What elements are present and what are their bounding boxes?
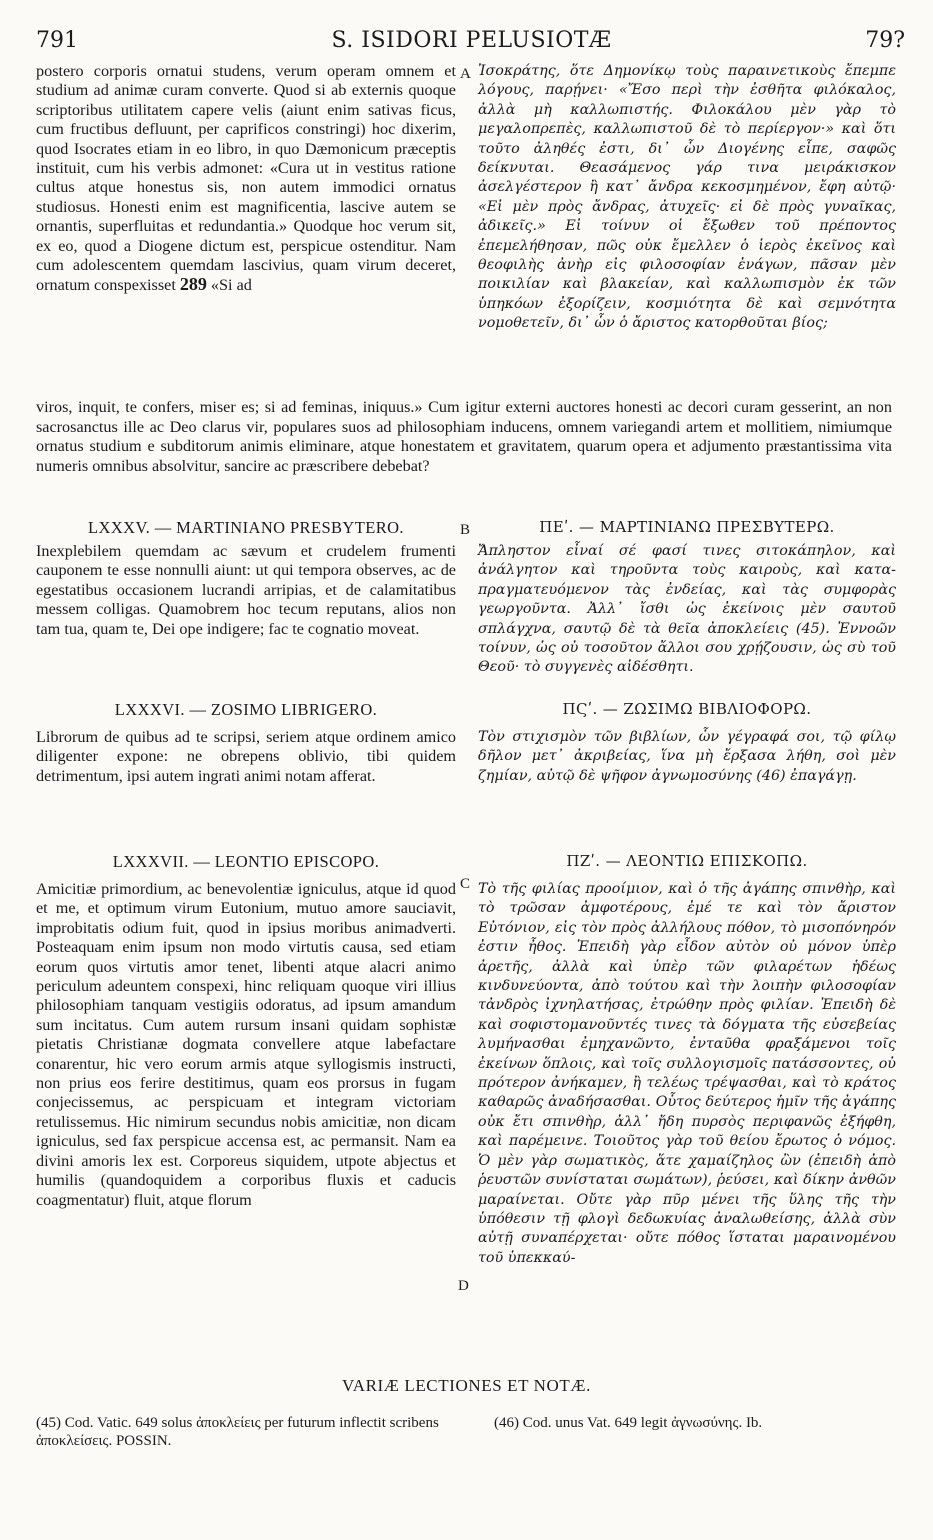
letter-86-greek <box>478 728 896 786</box>
page-header <box>30 28 913 60</box>
note-45: (45) Cod. Vatic. 649 solus ἀποκλείεις per futurum inflectit scribens ἀποκλείσεις. POSSIN. <box>36 1415 439 1449</box>
letter-87-latin-heading: LXXXVII. — LEONTIO EPISCOPO. <box>112 852 380 871</box>
letter-85-greek-text: Ἄπληστον εἶναί σέ φασί τινες σιτοκάπηλον, καὶ ἀνάλγητον καὶ τηροῦντα τοὺς καιροὺς, καὶ καταπραγματευόμενον τὰς ἐνδείας, καὶ τὰς συμφορὰς γεωργοῦντα. Ἀλλ᾽ ἴσθι ὡς ἐκείνοις μὲν σαυτοῦ σπλάγχνα, σαυτῷ δὲ τὰ θεῖα ἀποκλείεις (45). Ἐννοῶν τοίνυν, ὡς οὐ τοσοῦτον ἄλλοι σου χρῄζουσιν, ὡς σὺ τοῦ Θεοῦ· τὸ συγγενὲς αἰδέσθητι. <box>478 543 896 676</box>
top-latin-text: postero corporis ornatui studens, verum operam omnem et studium ad animæ curam converte. Quod si ab externis quoque scriptoribus utilitatem capere velis (aiunt enim sativas ficus, cum fructibus defluunt, per caprificos constringi) hoc dixerim, quod Isocrates etiam in eo libro, in quo Dæmonicum præceptis instituit, cum his verbis admonet: «Cura ut in vestitus ratione cultus atque honestus sis, non autem immodici ornatus studiosus. Honesti enim est magnificentia, lascive autem se ornantis, superfluitas et redundantia.» Quodque hoc verum sit, ex eo, quod a Diogene dictum est, perspicue ostenditur. Nam cum adolescentem quemdam lascivius, quam virum deceret, ornatum conspexisset <box>36 62 456 295</box>
margin-letter-d: D <box>458 1278 469 1294</box>
patrologia-number: 289 <box>179 274 207 295</box>
top-latin-column <box>36 62 456 392</box>
running-title: S. ISIDORI PELUSIOTÆ <box>331 28 612 53</box>
letter-85-greek-heading: ΠΕʹ. — ΜΑΡΤΙΝΙΑΝΩ ΠΡΕΣΒΥΤΕΡΩ. <box>539 518 835 536</box>
top-latin-tail: «Si ad <box>210 276 252 295</box>
top-greek-text: Ἰσοκράτης, ὅτε Δημονίκῳ τοὺς παραινετικοὺς ἔπεμπε λόγους, παρῄνει· «Ἔσο περὶ τὴν ἐσθῆτα φιλόκαλος, ἀλλὰ μὴ καλλωπιστής. Φιλοκάλου μὲν γὰρ τὸ μεγαλοπρεπὲς, καλλωπιστοῦ δὲ τὸ περίεργον·» καὶ ὅτι τοῦτο ἀληθές ἐστι, δι᾽ ὧν Διογένης εἶπε, σαφῶς δείκνυται. Θεασάμενος γάρ τινα μειράκισκον ἀσελγέστερον ἢ κατ᾽ ἄνδρα κεκοσμημένον, ἔφη αὐτῷ· «Εἰ μὲν πρὸς ἄνδρας, ἀτυχεῖς· εἰ δὲ πρὸς γυναῖκας, ἀδικεῖς.» Εἰ τοίνυν οἱ ἔξωθεν τοῦ πρέποντος ἐπεμελήθησαν, πῶς οὐκ ἔμελλεν ὁ ἱερὸς ἐκεῖνος καὶ θεοφιλὴς ἀνὴρ εἰς φιλοσοφίαν ἐνάγων, πᾶσαν μὲν ποικιλίαν καὶ βλακείαν, καὶ καλλωπισμὸν ἐκ τῶν ὑπηκόων ἐξορίζειν, κοσμιότητα δὲ καὶ σεμνότητα νομοθετεῖν, δι᾽ ὧν ὁ ἄριστος κατορθοῦται βίος; <box>478 63 896 332</box>
full-width-text: viros, inquit, te confers, miser es; si ad feminas, iniquus.» Cum igitur externi auctores honesti ac decori curam gesserint, an non sacrosanctus ille ac Deo clarus vir, populares suos ad philosophiam inducens, omnem variegandi artem et mollitiem, nimiumque ornatus studium e subditorum animis eliminare, atque honestatem et gravitatem, quarum opera et adjumento præstantissima vita numeris omnibus absolvitur, sancire ac præscribere debebat? <box>36 398 892 475</box>
letter-85-greek <box>478 542 896 678</box>
letter-86-latin <box>36 728 456 786</box>
margin-letter-b: B <box>460 522 471 538</box>
letter-86-latin-heading: LXXXVI. — ZOSIMO LIBRIGERO. <box>114 700 378 719</box>
full-width-paragraph <box>36 398 892 476</box>
letter-86-latin-text: Librorum de quibus ad te scripsi, seriem atque ordinem amico diligenter expone: ne obrepens oblivio, tibi quidem detrimentum, ipsi autem ingrati animi notam afferat. <box>36 728 456 785</box>
note-46: (46) Cod. unus Vat. 649 legit ἀγνωσύνης. Ib. <box>494 1415 763 1431</box>
letter-85-latin-text: Inexplebilem quemdam ac sævum et crudelem frumenti cauponem te esse nonnulli aiunt: ut qui tempora observes, ac de egestatibus occasionem lucrandi arripias, et de calamitatibus messem colligas. Quamobrem hoc tecum reputans, alios non tam tua, quam te, Dei ope indigere; fac te cognatio moveat. <box>36 542 456 638</box>
letter-85-latin <box>36 542 456 639</box>
letter-87-latin-text: Amicitiæ primordium, ac benevolentiæ igniculus, atque id quod et me, et optimum virum Eutonium, mutuo amore sauciavit, improbitatis odium fuit, quod in ipsius moribus animadverti. Posteaquam enim ipsum non modo virtutis causa, sed etiam eorum quos virtutis amor tenet, libenti atque alacri animo periculum adeuntem conspexi, hinc reliquam quoque viri illius philosophiam tanquam vestigiis odoratus, ad ipsum amandum sum incitatus. Cum autem rursum insani quidam sophistæ pietatis Christianæ dogmata convellere atque labefactare conarentur, hic vero eorum armis atque syllogismis instructi, non prius eos ferire destitimus, quam eos prorsus in fugam conjecissemus, ac perspicuam et integram victoriam retulissemus. Hic nimirum secundus nobis amicitiæ, non dicam igniculus, sed fax perspicue accensa est, ac permansit. Nam ea divini amoris lex est. Corporeus siquidem, utpote abjectus et humilis (quandoquidem a corporibus fluxis et caducis coagmentatur) fluit, atque florum <box>36 880 456 1209</box>
page-number-left: 791 <box>36 28 78 53</box>
notes-heading: VARIÆ LECTIONES ET NOTÆ. <box>342 1376 591 1395</box>
letter-86-greek-heading: ΠϚʹ. — ΖΩΣΙΜΩ ΒΙΒΛΙΟΦΟΡΩ. <box>562 700 812 718</box>
margin-letter-c: C <box>460 876 471 892</box>
margin-letter-a: A <box>460 66 471 82</box>
letter-86-greek-text: Τὸν στιχισμὸν τῶν βιβλίων, ὧν γέγραφά σοι, τῷ φίλῳ δῆλον μετ᾽ ἀκριβείας, ἵνα μὴ ἔρξασα λήθη, σοὶ μὲν ζημίαν, αὐτῷ δὲ ψῆφον ἀγνωμοσύνης (46) ἐπαγάγῃ. <box>478 729 896 784</box>
letter-87-greek <box>478 880 896 1268</box>
page-number-right: 79? <box>865 28 905 53</box>
letter-85-latin-heading: LXXXV. — MARTINIANO PRESBYTERO. <box>88 518 404 537</box>
letter-87-latin <box>36 880 456 1210</box>
letter-87-greek-text: Τὸ τῆς φιλίας προοίμιον, καὶ ὁ τῆς ἀγάπης σπινθὴρ, καὶ τὸ τρῶσαν ἀμφοτέρους, ἐμέ τε καὶ τὸν ἄριστον Εὐτόνιον, εἰς τὸν πρὸς ἀλλήλους πόθον, τὸ μισοπόνηρόν ἐστιν ἦθος. Ἐπειδὴ γὰρ εἶδον αὐτὸν οὐ μόνον ὑπὲρ ἀρετῆς, ἀλλὰ καὶ ὑπὲρ τῶν φιλαρέτων ἡδέως κινδυνεύοντα, ἀπὸ τούτου καὶ τὴν λοιπὴν φιλοσοφίαν τἀνδρὸς ἰχνηλατήσας, ἐτρώθην πρὸς φιλίαν. Ἐπειδὴ δὲ καὶ σοφιστομανοῦντές τινες τὰ δόγματα τῆς εὐσεβείας λυμήνασθαι ἐμηχανῶντο, ἐνταῦθα φραξάμενοι τοῖς ἐκείνων ὅπλοις, καὶ τοῖς συλλογισμοῖς πατάσσοντες, οὐ πρότερον ἀνήκαμεν, ἢ τελέως τρέψασθαι, καὶ τὸ κράτος καθαρῶς ἀναδήσασθαι. Οὗτος δεύτερος ἡμῖν τῆς ἀγάπης οὐκ ἔτι σπινθὴρ, ἀλλ᾽ ἤδη πυρσὸς περιφανῶς ἐξήφθη, καὶ παρέμεινε. Τοιοῦτος γὰρ τοῦ θείου ἔρωτος ὁ νόμος. Ὁ μὲν γὰρ σωματικὸς, ἅτε χαμαίζηλος ὢν (ἐπειδὴ ἀπὸ ῥευστῶν συνίσταται σωμάτων), ῥεύσει, καὶ δίκην ἀνθῶν μαραίνεται. Οὔτε γὰρ πῦρ μένει τῆς ὕλης τῆς τὴν ὑπόθεσιν τῇ φλογὶ δεδωκυίας ἀναλωθείσης, ἀλλὰ σὺν αὐτῇ συναπέρχεται· οὔτε πόθος ἵσταται μαραινομένου τοῦ ὑπεκκαύ- <box>478 881 896 1266</box>
top-greek-column <box>478 62 896 392</box>
letter-87-greek-heading: ΠΖʹ. — ΛΕΟΝΤΙΩ ΕΠΙΣΚΟΠΩ. <box>566 852 808 870</box>
